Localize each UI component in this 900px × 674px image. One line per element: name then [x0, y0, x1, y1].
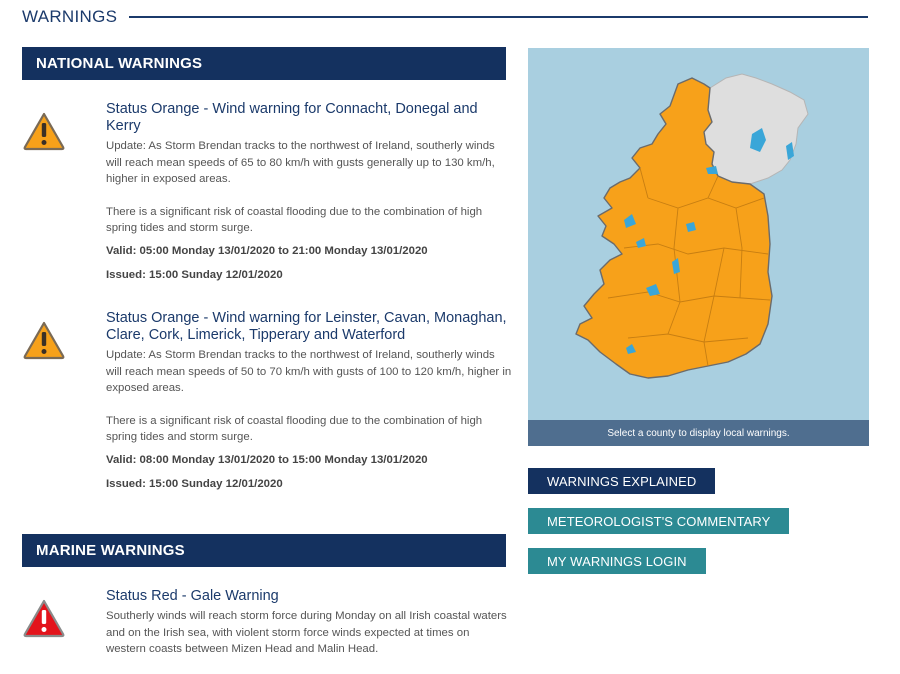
map-caption: Select a county to display local warnings.: [528, 420, 869, 446]
page-title: WARNINGS: [22, 7, 118, 26]
warning-flood-note: There is a significant risk of coastal flooding due to the combination of high spring tides and storm surge.: [106, 205, 483, 234]
warning-valid-period: Valid: 08:00 Monday 13/01/2020 to 15:00 Monday 13/01/2020: [106, 453, 428, 466]
national-warning-item: [22, 101, 512, 283]
warning-valid-period: Valid: 05:00 Monday 13/01/2020 to 21:00 Monday 13/01/2020: [106, 244, 428, 257]
warnings-explained-button[interactable]: WARNINGS EXPLAINED: [528, 468, 715, 494]
ireland-county-map[interactable]: [528, 48, 869, 446]
warning-description: Update: As Storm Brendan tracks to the northwest of Ireland, southerly winds will reach mean speeds of 50 to 70 km/h with gusts of 100 to 120 km/h, higher in exposed areas.: [106, 349, 512, 394]
warning-triangle-orange-icon: [22, 320, 66, 360]
northern-ireland-region: [704, 74, 808, 184]
my-warnings-login-button[interactable]: MY WARNINGS LOGIN: [528, 548, 706, 574]
warning-description: Southerly winds will reach storm force during Monday on all Irish coastal waters and on the Irish sea, with violent storm force winds expected at times on western coasts between Mizen Head and Malin Head.: [106, 610, 507, 655]
warning-triangle-orange-icon: [22, 111, 66, 151]
warning-flood-note: There is a significant risk of coastal flooding due to the combination of high spring tides and storm surge.: [106, 414, 483, 443]
warning-description: Update: As Storm Brendan tracks to the northwest of Ireland, southerly winds will reach mean speeds of 65 to 80 km/h with gusts generally up to 130 km/h, higher in exposed areas.: [106, 140, 495, 185]
marine-warnings-heading: MARINE WARNINGS: [22, 534, 506, 567]
warning-triangle-red-icon: [22, 598, 66, 638]
warning-issued-time: Issued: 15:00 Sunday 12/01/2020: [106, 477, 283, 490]
marine-warning-item: [22, 588, 512, 658]
meteorologists-commentary-button[interactable]: METEOROLOGIST'S COMMENTARY: [528, 508, 789, 534]
warnings-map[interactable]: [528, 48, 869, 446]
warning-title[interactable]: Status Orange - Wind warning for Leinster, Cavan, Monaghan, Clare, Cork, Limerick, Tipperary and Waterford: [106, 310, 507, 343]
page-header: [22, 4, 868, 30]
warning-title[interactable]: Status Orange - Wind warning for Connacht, Donegal and Kerry: [106, 101, 478, 134]
national-warnings-heading: NATIONAL WARNINGS: [22, 47, 506, 80]
header-rule: [129, 16, 868, 18]
warning-title[interactable]: Status Red - Gale Warning: [106, 588, 279, 604]
warning-issued-time: Issued: 15:00 Sunday 12/01/2020: [106, 268, 283, 281]
national-warning-item: [22, 310, 512, 492]
